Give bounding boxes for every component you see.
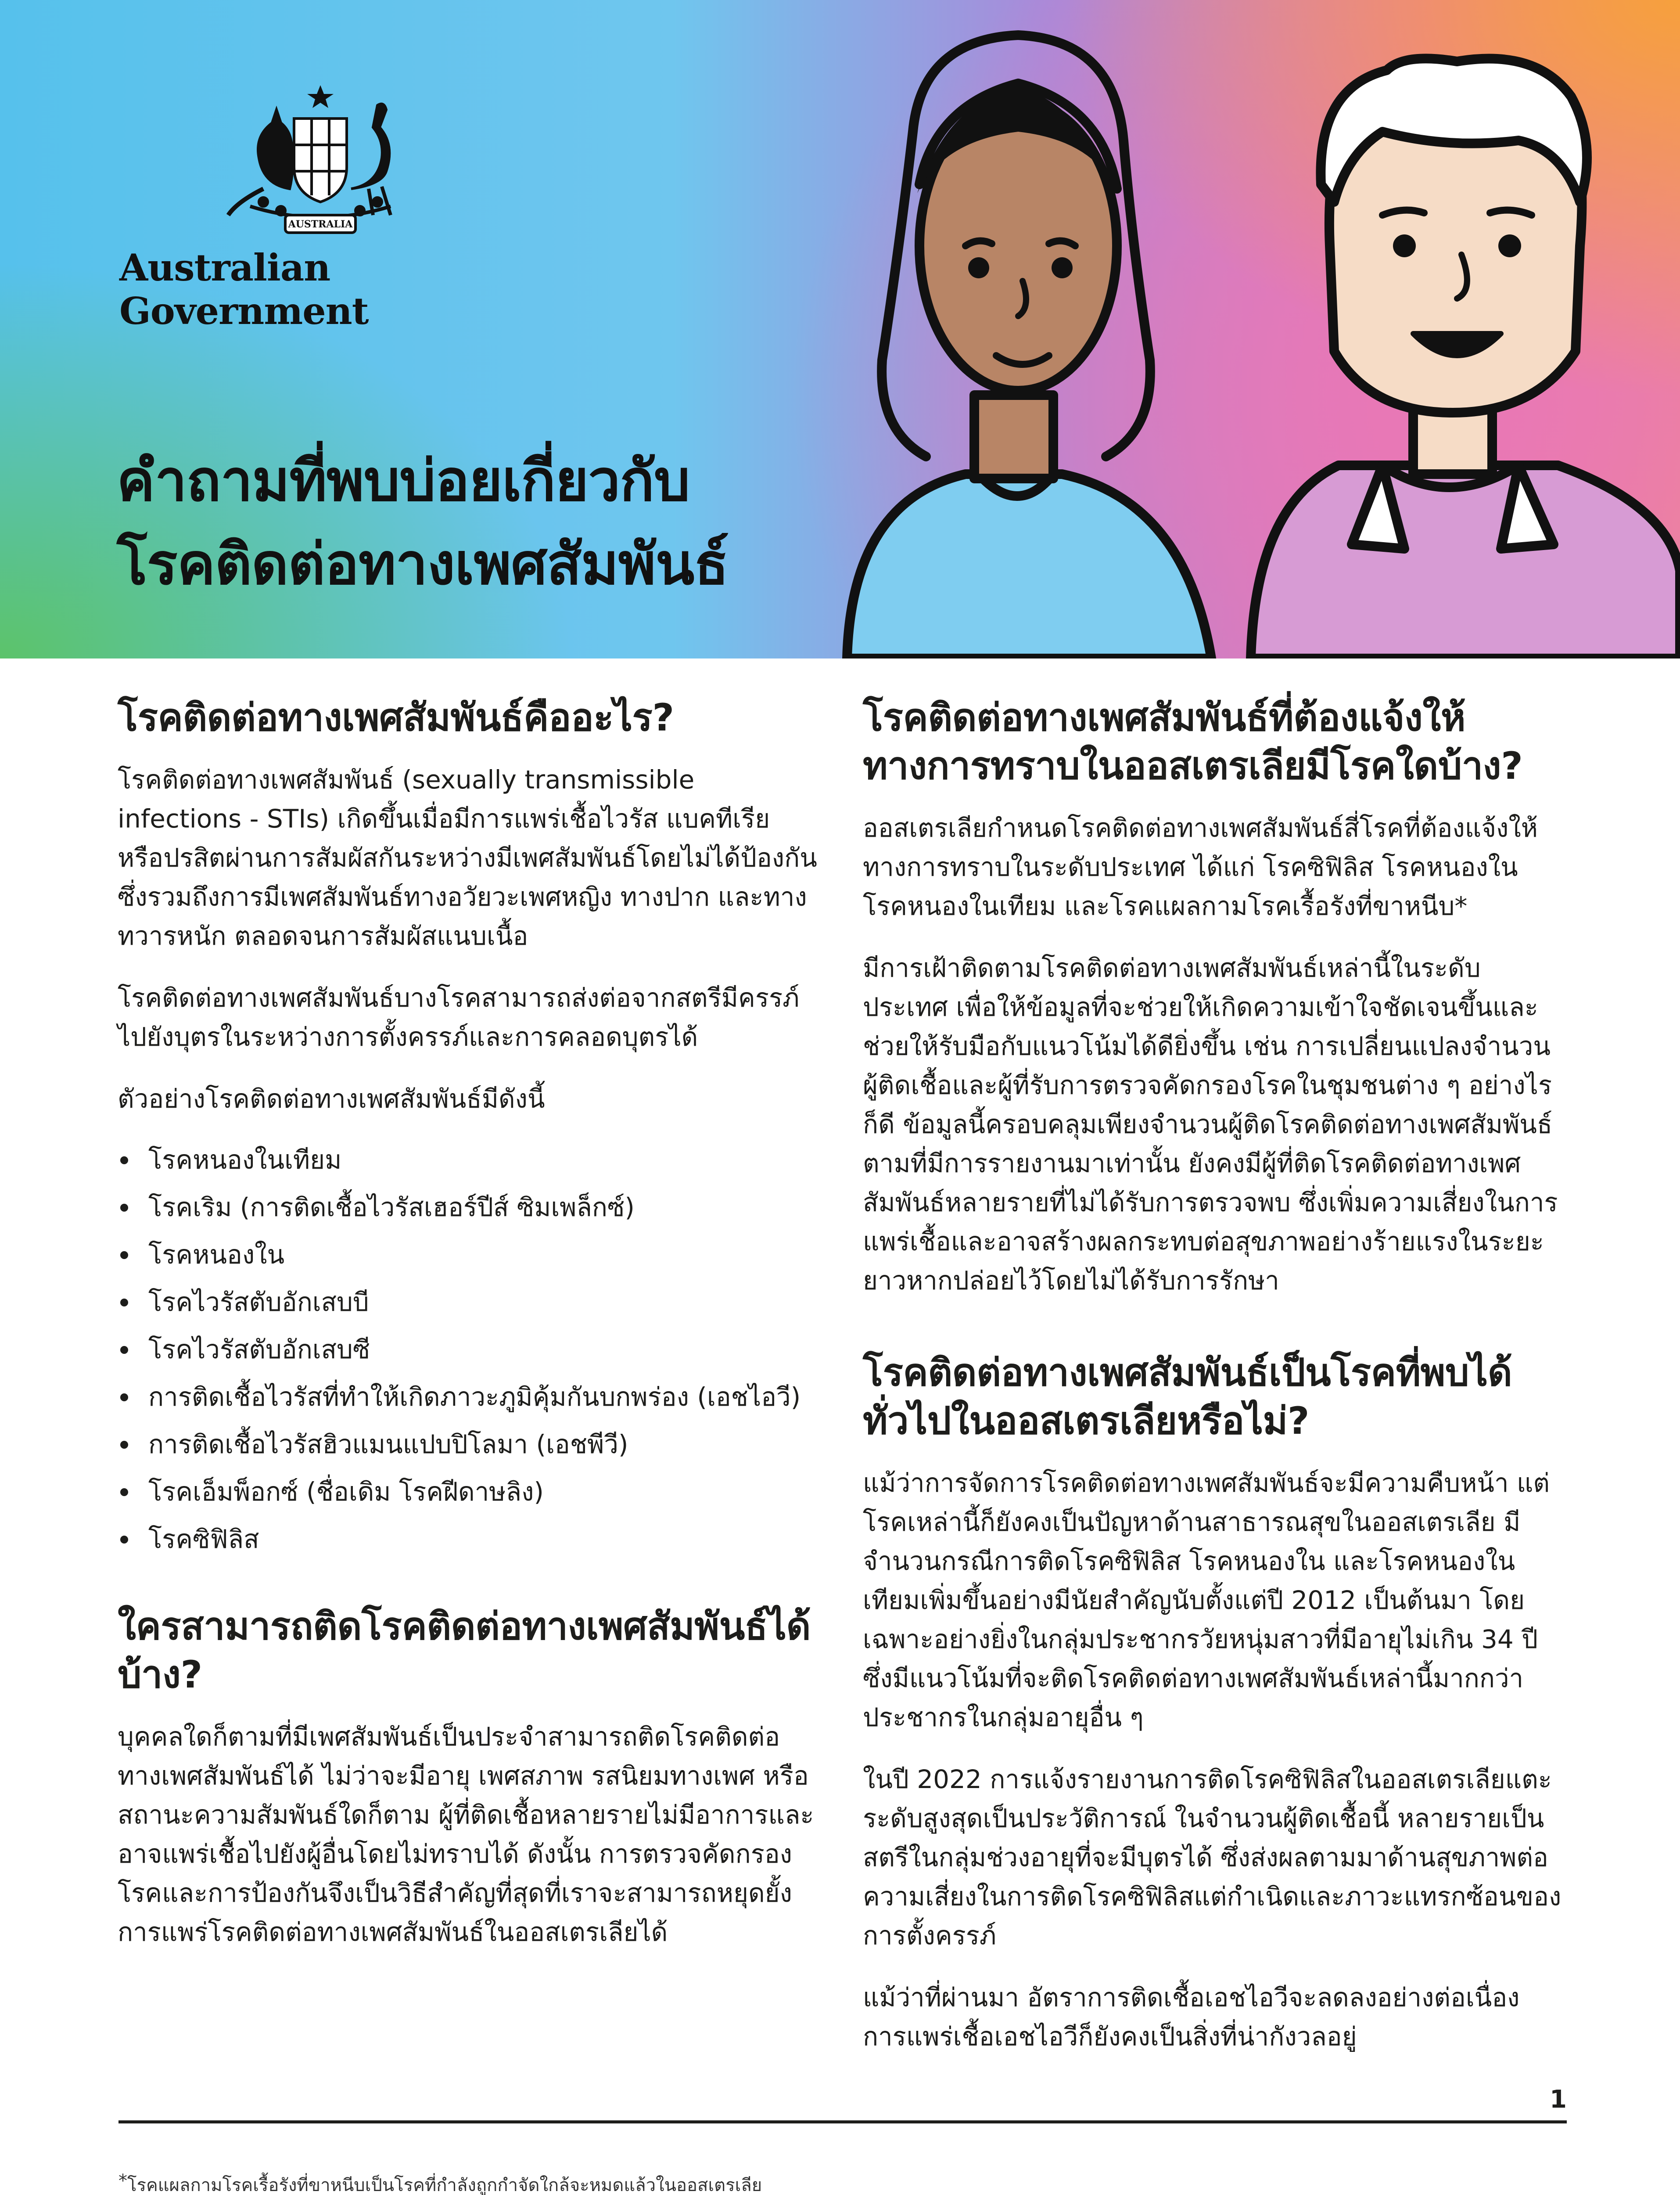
section-notifiable-stis	[863, 694, 1565, 1300]
right-column	[863, 694, 1565, 2056]
section-heading: ใครสามารถติดโรคติดต่อทางเพศสัมพันธ์ได้บ้าง?	[118, 1605, 811, 1697]
list-item: โรคหนองในเทียม	[118, 1136, 820, 1184]
list-item: โรคซิฟิลิส	[118, 1515, 820, 1563]
list-item: การติดเชื้อไวรัสที่ทำให้เกิดภาวะภูมิคุ้มกันบกพร่อง (เอชไอวี)	[118, 1373, 820, 1421]
list-item: โรคไวรัสตับอักเสบซี	[118, 1326, 820, 1373]
footnote-text: โรคแผลกามโรคเรื้อรังที่ขาหนีบเป็นโรคที่กำลังถูกกำจัดใกล้จะหมดแล้วในออสเตรเลีย	[127, 2175, 762, 2195]
paragraph: มีการเฝ้าติดตามโรคติดต่อทางเพศสัมพันธ์เหล่านี้ในระดับประเทศ เพื่อให้ข้อมูลที่จะช่วยให้เกิดความเข้าใจชัดเจนขึ้นและช่วยให้รับมือกับแนวโน้มได้ดียิ่งขึ้น เช่น การเปลี่ยนแปลงจำนวนผู้ติดเชื้อและผู้ที่รับการตรวจคัดกรองโรคในชุมชนต่าง ๆ อย่างไรก็ดี ข้อมูลนี้ครอบคลุมเพียงจำนวนผู้ติดโรคติดต่อทางเพศสัมพันธ์ตามที่มีการรายงานมาเท่านั้น ยังคงมีผู้ที่ติดโรคติดต่อทางเพศสัมพันธ์หลายรายที่ไม่ได้รับการตรวจพบ ซึ่งเพิ่มความเสี่ยงในการแพร่เชื้อและอาจสร้างผลกระทบต่อสุขภาพอย่างร้ายแรงในระยะยาวหากปล่อยไว้โดยไม่ได้รับการรักษา	[863, 953, 1558, 1295]
man-figure	[1251, 58, 1680, 658]
paragraph: แม้ว่าที่ผ่านมา อัตราการติดเชื้อเอชไอวีจะลดลงอย่างต่อเนื่อง การแพร่เชื้อเอชไอวีก็ยังคงเป็นสิ่งที่น่ากังวลอยู่	[863, 1983, 1520, 2051]
crest-scroll-text: AUSTRALIA	[288, 219, 353, 230]
people-illustration	[834, 0, 1680, 658]
page-title-line-1: คำถามที่พบบ่อยเกี่ยวกับ	[117, 447, 690, 514]
footnote-mark: *	[118, 2171, 127, 2191]
paragraph: ตัวอย่างโรคติดต่อทางเพศสัมพันธ์มีดังนี้	[118, 1084, 545, 1114]
list-item: โรคเริม (การติดเชื้อไวรัสเฮอร์ปีส์ ซิมเพล็กซ์)	[118, 1184, 820, 1231]
hero-banner	[0, 0, 1680, 658]
section-what-are-stis	[118, 694, 820, 1563]
list-item: การติดเชื้อไวรัสฮิวแมนแปบปิโลมา (เอชพีวี)	[118, 1421, 820, 1468]
sti-examples-list	[118, 1136, 820, 1563]
list-item: โรคเอ็มพ็อกซ์ (ชื่อเดิม โรคฝีดาษลิง)	[118, 1468, 820, 1515]
section-heading: โรคติดต่อทางเพศสัมพันธ์คืออะไร?	[118, 696, 674, 740]
page-title	[117, 439, 885, 606]
paragraph: ในปี 2022 การแจ้งรายงานการติดโรคซิฟิลิสในออสเตรเลียแตะระดับสูงสุดเป็นประวัติการณ์ ในจำนวนผู้ติดเชื้อนี้ หลายรายเป็นสตรีในกลุ่มช่วงอายุที่จะมีบุตรได้ ซึ่งส่งผลตามมาด้านสุขภาพต่อความเสี่ยงในการติดโรคซิฟิลิสแต่กำเนิดและภาวะแทรกซ้อนของการตั้งครรภ์	[863, 1764, 1562, 1950]
paragraph: ออสเตรเลียกำหนดโรคติดต่อทางเพศสัมพันธ์สี่โรคที่ต้องแจ้งให้ทางการทราบในระดับประเทศ ได้แก่ โรคซิฟิลิส โรคหนองใน โรคหนองในเทียม และโรคแผลกามโรคเรื้อรังที่ขาหนีบ*	[863, 813, 1538, 921]
government-name: Australian Government	[119, 246, 369, 333]
paragraph: โรคติดต่อทางเพศสัมพันธ์บางโรคสามารถส่งต่อจากสตรีมีครรภ์ไปยังบุตรในระหว่างการตั้งครรภ์และการคลอดบุตรได้	[118, 983, 800, 1052]
footer-divider	[118, 2120, 1567, 2123]
woman-figure	[847, 35, 1211, 658]
list-item: โรคหนองใน	[118, 1231, 820, 1278]
page-title-line-2: โรคติดต่อทางเพศสัมพันธ์	[117, 531, 729, 597]
section-are-stis-common	[863, 1349, 1565, 2056]
list-item: โรคไวรัสตับอักเสบบี	[118, 1278, 820, 1326]
page-number: 1	[1550, 2085, 1567, 2114]
footnote	[118, 2169, 1172, 2195]
section-who-can-get-stis	[118, 1602, 820, 1952]
paragraph: แม้ว่าการจัดการโรคติดต่อทางเพศสัมพันธ์จะมีความคืบหน้า แต่โรคเหล่านี้ก็ยังคงเป็นปัญหาด้านสาธารณสุขในออสเตรเลีย มีจำนวนกรณีการติดโรคซิฟิลิส โรคหนองใน และโรคหนองในเทียมเพิ่มขึ้นอย่างมีนัยสำคัญนับตั้งแต่ปี 2012 เป็นต้นมา โดยเฉพาะอย่างยิ่งในกลุ่มประชากรวัยหนุ่มสาวที่มีอายุไม่เกิน 34 ปี ซึ่งมีแนวโน้มที่จะติดโรคติดต่อทางเพศสัมพันธ์เหล่านี้มากกว่าประชากรในกลุ่มอายุอื่น ๆ	[863, 1468, 1550, 1732]
paragraph: โรคติดต่อทางเพศสัมพันธ์ (sexually transmissible infections - STIs) เกิดขึ้นเมื่อมีการแพร่เชื้อไวรัส แบคทีเรีย หรือปรสิตผ่านการสัมผัสกันระหว่างมีเพศสัมพันธ์โดยไม่ได้ป้องกัน ซึ่งรวมถึงการมีเพศสัมพันธ์ทางอวัยวะเพศหญิง ทางปาก และทางทวารหนัก ตลอดจนการสัมผัสแนบเนื้อ	[118, 765, 817, 951]
left-column	[118, 694, 820, 1952]
section-heading: โรคติดต่อทางเพศสัมพันธ์เป็นโรคที่พบได้ทั่วไปในออสเตรเลียหรือไม่?	[863, 1351, 1512, 1443]
paragraph: บุคคลใดก็ตามที่มีเพศสัมพันธ์เป็นประจำสามารถติดโรคติดต่อทางเพศสัมพันธ์ได้ ไม่ว่าจะมีอายุ เพศสภาพ รสนิยมทางเพศ หรือสถานะความสัมพันธ์ใดก็ตาม ผู้ที่ติดเชื้อหลายรายไม่มีอาการและอาจแพร่เชื้อไปยังผู้อื่นโดยไม่ทราบได้ ดังนั้น การตรวจคัดกรองโรคและการป้องกันจึงเป็นวิธีสำคัญที่สุดที่เราจะสามารถหยุดยั้งการแพร่โรคติดต่อทางเพศสัมพันธ์ในออสเตรเลียได้	[118, 1722, 814, 1947]
section-heading: โรคติดต่อทางเพศสัมพันธ์ที่ต้องแจ้งให้ทางการทราบในออสเตรเลียมีโรคใดบ้าง?	[863, 696, 1523, 788]
coat-of-arms-logo	[211, 83, 430, 241]
